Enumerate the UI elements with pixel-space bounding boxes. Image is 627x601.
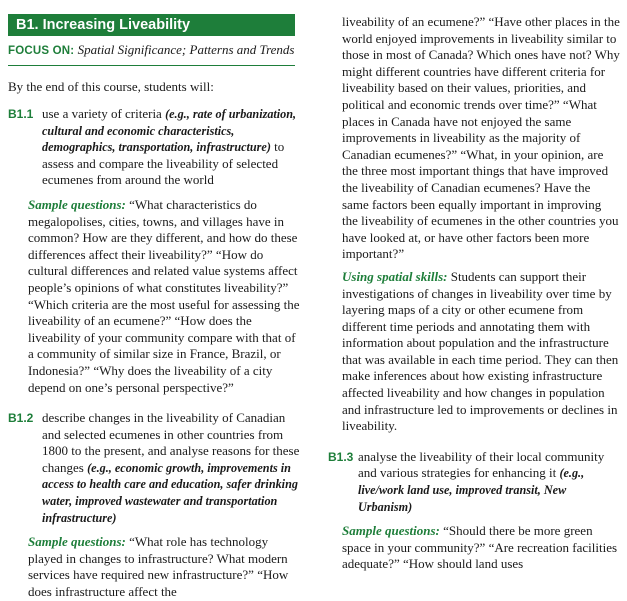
expectation-code: B1.1 [8,107,34,121]
expectation-b1-1 [8,106,300,189]
spatial-skills-text: Students can support their investigations of changes in liveability over time by layering maps of a city or other ecumene from different time periods and annotating them with information about population and the infrastructure that was available in each time period. They can then make inferences about how existing infrastructure affected liveability and how changes in population and infrastructure led to improvements or declines in liveability. [342,268,619,434]
right-column [328,14,620,573]
sample-text: “Should there be more green space in your community?” “Are recreation facilities adequate?” “How should land uses [342,523,618,572]
expectation-code: B1.2 [8,411,34,426]
expectation-examples: (e.g., live/work land use, improved transit, New Urbanism) [358,466,585,514]
expectation-lead: analyse the liveability of their local community and various strategies for enhancing it [358,448,605,481]
sample-questions-continuation: liveability of an ecumene?” “Have other places in the world enjoyed improvements in liveability similar to those in most of Canada? Which ones have not? Why might different countries have different criteria for liveability based on their values, priorities, and political and economic trends over time?” “What places in Canada have not enjoyed the same improvements in liveability as the majority of Canadian ecumenes?” “What, in your opinion, are the three most important things that have improved the liveability of Canadian ecumenes? Have the same factors been equally important in improving the liveability of ecumenes in the other countries you have looked at, or have other factors been more important?” [342,14,620,262]
sample-label: Sample questions: [342,523,440,539]
spatial-skills-label: Using spatial skills: [342,268,448,284]
sample-label: Sample questions: [28,196,126,212]
expectation-examples: (e.g., rate of urbanization, cultural and economic characteristics, demographics, transportation, infrastructure) [42,107,297,155]
expectation-examples: (e.g., economic growth, improvements in access to health care and education, safer drinking water, improved wastewater and transportation infrastructure) [42,460,298,525]
left-column [8,14,300,601]
expectation-tail: to assess and compare the liveability of selected ecumenes from around the world [42,139,285,188]
sample-questions-b1-1 [8,197,300,396]
focus-text: Spatial Significance; Patterns and Trends [77,42,295,57]
sample-label: Sample questions: [28,534,126,550]
expectation-b1-2 [8,410,300,526]
expectation-lead: use a variety of criteria [42,106,162,121]
expectation-code: B1.3 [328,449,354,464]
focus-label: FOCUS ON: [8,45,75,57]
section-heading: B1. Increasing Liveability [8,14,295,36]
intro-text: By the end of this course, students will: [8,79,214,94]
sample-questions-b1-3 [328,523,620,573]
expectation-b1-3 [328,449,620,515]
sample-text: “What role has technology played in changes to infrastructure? What modern services have required new infrastructure?” “How does infrastructure affect the [28,534,289,600]
spatial-skills-note [328,269,620,435]
sample-questions-b1-2 [8,534,300,600]
sample-text: “What characteristics do megalopolises, cities, towns, and villages have in common? How are they different, and how do these differences affect their liveability?” “How do cultural differences and related value systems affect people’s opinions of what constitutes liveability?” “Which criteria are the most useful for assessing the liveability of an ecumene?” “How does the liveability of your community compare with that of a community of similar size in France, Brazil, or Indonesia?” “Why does the liveability of a city depend on one’s personal perspective?” [28,196,300,395]
expectation-lead: describe changes in the liveability of Canadian and selected ecumenes in other countries from 1800 to the present, and analyse reasons for these changes [42,410,300,475]
focus-line [8,41,295,66]
